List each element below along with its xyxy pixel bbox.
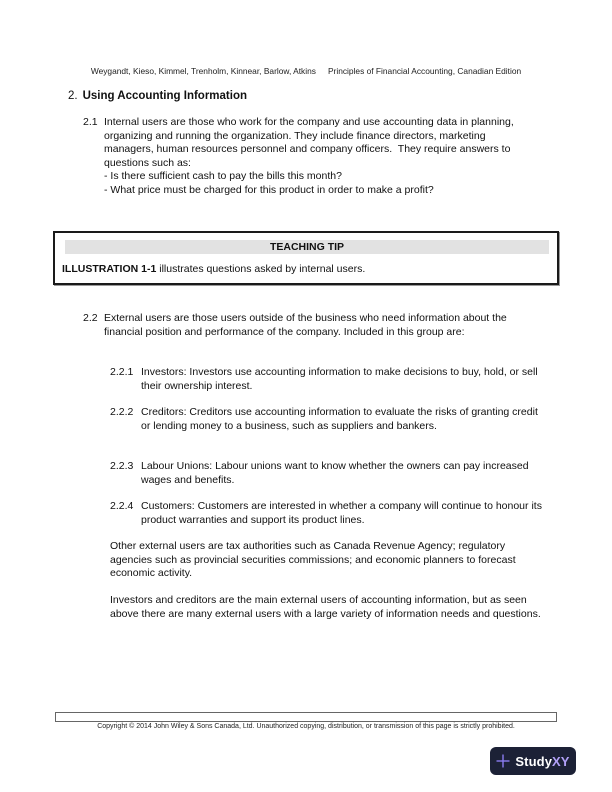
- heading-title: Using Accounting Information: [82, 90, 247, 102]
- illustration-note: [62, 263, 549, 277]
- studyxy-badge: [490, 747, 576, 775]
- section-2-1-text: Internal users are those who work for the company and use accounting data in planning, organizing and running the organization. They include finance directors, marketing managers, human resources personnel and company officers. They require answers to questions such as:: [104, 116, 517, 169]
- teaching-tip-title-bar: [65, 240, 549, 254]
- section-2-1-number: 2.1: [83, 116, 98, 128]
- header-book-title: Principles of Financial Accounting, Canadian Edition: [327, 66, 522, 76]
- subsection-text: Creditors: Creditors use accounting information to evaluate the risks of granting credit or lending money to a business, such as suppliers and bankers.: [141, 406, 541, 432]
- subsection-2-2-2: [110, 406, 543, 433]
- illustration-text: illustrates questions asked by internal users.: [156, 263, 366, 275]
- header-authors: Weygandt, Kieso, Kimmel, Trenholm, Kinnear, Barlow, Atkins: [90, 66, 316, 76]
- brand-xy: XY: [552, 753, 570, 769]
- subsection-text: Customers: Customers are interested in whether a company will continue to honour its product warranties and support its product lines.: [141, 500, 545, 526]
- illustration-label: ILLUSTRATION 1-1: [62, 263, 157, 275]
- subsection-2-2-3: [110, 460, 543, 487]
- copyright-line: Copyright © 2014 John Wiley & Sons Canada, Ltd. Unauthorized copying, distribution, or transmission of this page is strictly prohibited.: [97, 723, 515, 730]
- plus-icon: [496, 754, 510, 768]
- section-2-2-number: 2.2: [83, 312, 98, 324]
- subsection-number: 2.2.1: [110, 366, 134, 378]
- section-2-2: [83, 312, 528, 339]
- section-2-2-text: External users are those users outside of the business who need information about the financial position and performance of the company. Included in this group are:: [104, 312, 510, 338]
- section-heading: [68, 90, 247, 102]
- subsection-number: 2.2.3: [110, 460, 134, 472]
- section-2-1: [83, 116, 536, 197]
- section-2-1-body: [104, 116, 536, 197]
- footer-rule-box: [55, 712, 557, 722]
- brand-study: Study: [515, 753, 553, 769]
- subsection-text: Investors: Investors use accounting information to make decisions to buy, hold, or sell their ownership interest.: [141, 366, 541, 392]
- question-line: - Is there sufficient cash to pay the bills this month?: [104, 170, 342, 182]
- subsection-text: Labour Unions: Labour unions want to know whether the owners can pay increased wages and benefits.: [141, 460, 532, 486]
- subsection-number: 2.2.2: [110, 406, 134, 418]
- teaching-tip-box: [53, 231, 559, 285]
- paragraph-other-external-users: Other external users are tax authorities such as Canada Revenue Agency; regulatory agencies such as provincial securities commissions; and economic planners to forecast economic activity.: [110, 540, 519, 579]
- teaching-tip-title: TEACHING TIP: [269, 241, 345, 253]
- running-header: [0, 66, 612, 76]
- question-line: - What price must be charged for this product in order to make a profit?: [104, 183, 434, 196]
- brand-wordmark: [515, 754, 569, 769]
- heading-number: 2.: [68, 90, 78, 102]
- subsection-2-2-1: [110, 366, 543, 393]
- subsection-2-2-4: [110, 500, 543, 527]
- subsection-number: 2.2.4: [110, 500, 134, 512]
- paragraph-investors-creditors: Investors and creditors are the main external users of accounting information, but as seen above there are many external users with a large variety of information needs and questions.: [110, 594, 541, 620]
